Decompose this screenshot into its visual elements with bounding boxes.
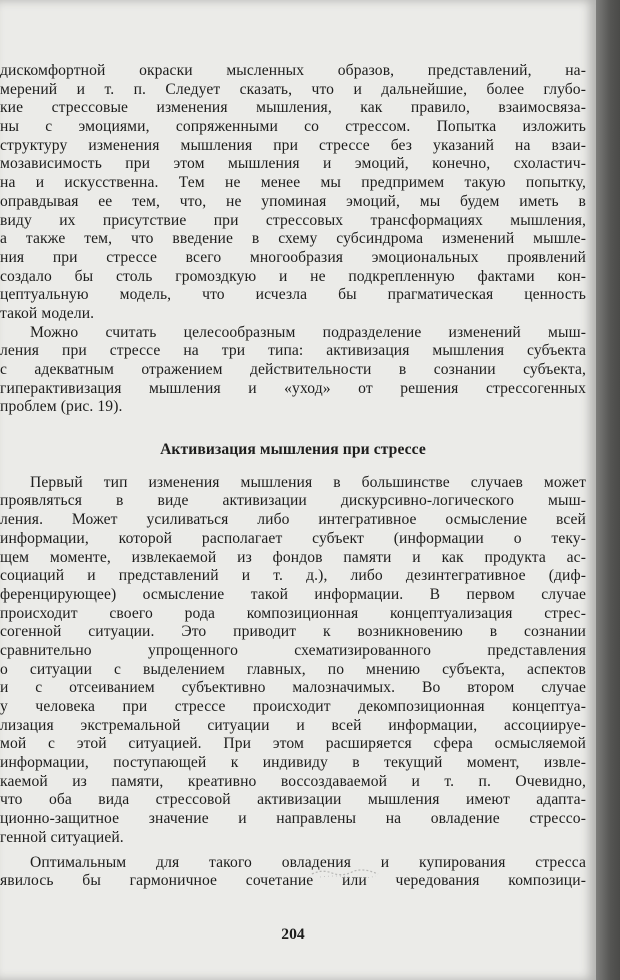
text-line: а также тем, что введение в схему субсиндрома изменений мышле-: [0, 230, 586, 248]
text-line: на и искусственна. Тем не менее мы предпримем такую попытку,: [0, 174, 586, 192]
text-line: ния при стрессе всего многообразия эмоциональных проявлений: [0, 248, 586, 266]
text-line: явилось бы гармоничное сочетание или чередования композици-: [0, 872, 586, 890]
text-line: структуру изменения мышления при стрессе без указаний на взаи-: [0, 136, 586, 154]
paragraph-4: [0, 854, 586, 891]
text-line: виду их присутствие при стрессовых трансформациях мышления,: [0, 211, 586, 229]
text-line: проявляться в виде активизации дискурсивно-логического мыш-: [0, 492, 586, 510]
text-line: цептуальную модель, что исчезла бы прагматическая ценность: [0, 286, 586, 304]
text-line: и с отсеиванием субъективно малозначимых. Во втором случае: [0, 679, 586, 697]
text-line: что оба вида стрессовой активизации мышления имеют адапта-: [0, 791, 586, 809]
text-line: кие стрессовые изменения мышления, как правило, взаимосвяза-: [0, 99, 586, 117]
text-line: мой с этой ситуацией. При этом расширяется сфера осмысляемой: [0, 735, 586, 753]
text-line: Можно считать целесообразным подразделение изменений мыш-: [30, 323, 586, 341]
text-line: оправдывая ее тем, что, не упоминая эмоций, мы будем иметь в: [0, 192, 586, 210]
paragraph-3: [0, 474, 586, 848]
text-line: генной ситуацией.: [0, 828, 124, 846]
text-line: ления. Может усиливаться либо интегративное осмысление всей: [0, 511, 586, 529]
page-number: 204: [281, 926, 305, 943]
page-text: [0, 62, 586, 891]
text-line: информации, которой располагает субъект (информации о теку-: [0, 529, 586, 547]
ink-smudge-icon: [310, 866, 380, 880]
paragraph-2: [0, 324, 586, 417]
text-line: проблем (рис. 19).: [0, 398, 123, 416]
text-line: лизация экстремальной ситуации и всей информации, ассоциируе-: [0, 716, 586, 734]
text-line: ционно-защитное значение и направлены на овладение стрессо-: [0, 810, 586, 828]
text-line: гиперактивизация мышления и «уход» от решения стрессогенных: [0, 379, 586, 397]
book-binding-edge: [596, 0, 620, 980]
text-line: у человека при стрессе происходит декомпозиционная концептуа-: [0, 698, 586, 715]
text-line: происходит своего рода композиционная концептуализация стрес-: [0, 604, 586, 622]
text-line: мерений и т. п. Следует сказать, что и дальнейшие, более глубо-: [0, 80, 586, 98]
section-heading: Активизация мышления при стрессе: [160, 441, 426, 459]
text-line: ны с эмоциями, сопряженными со стрессом. Попытка изложить: [0, 118, 586, 136]
text-line: социаций и представлений и т. д.), либо дезинтегративное (диф-: [0, 567, 586, 585]
text-line: ференцирующее) осмысление такой информации. В первом случае: [0, 585, 586, 603]
text-line: мозависимость при этом мышления и эмоций, конечно, схоластич-: [0, 155, 586, 173]
text-line: согенной ситуации. Это приводит к возникновению в сознании: [0, 623, 586, 641]
text-line: Оптимальным для такого овладения и купирования стресса: [30, 853, 586, 871]
paragraph-1: [0, 62, 586, 324]
text-line: щем моменте, извлекаемой из фондов памяти и как продукта ас-: [0, 548, 586, 566]
text-line: каемой из памяти, креативно воссоздаваемой и т. п. Очевидно,: [0, 772, 586, 790]
text-line: создало бы столь громоздкую и не подкрепленную фактами кон-: [0, 267, 586, 285]
text-line: с адекватным отражением действительности в сознании субъекта,: [0, 361, 586, 378]
text-line: такой модели.: [0, 304, 95, 322]
text-line: информации, поступающей к индивиду в текущий момент, извле-: [0, 754, 586, 772]
text-line: ления при стрессе на три типа: активизация мышления субъекта: [0, 342, 586, 360]
text-line: дискомфортной окраски мысленных образов, представлений, на-: [0, 62, 586, 79]
text-line: Первый тип изменения мышления в большинстве случаев может: [30, 473, 586, 491]
text-line: сравнительно упрощенного схематизированного представления: [0, 641, 586, 659]
text-line: о ситуации с выделением главных, по мнению субъекта, аспектов: [0, 660, 586, 678]
